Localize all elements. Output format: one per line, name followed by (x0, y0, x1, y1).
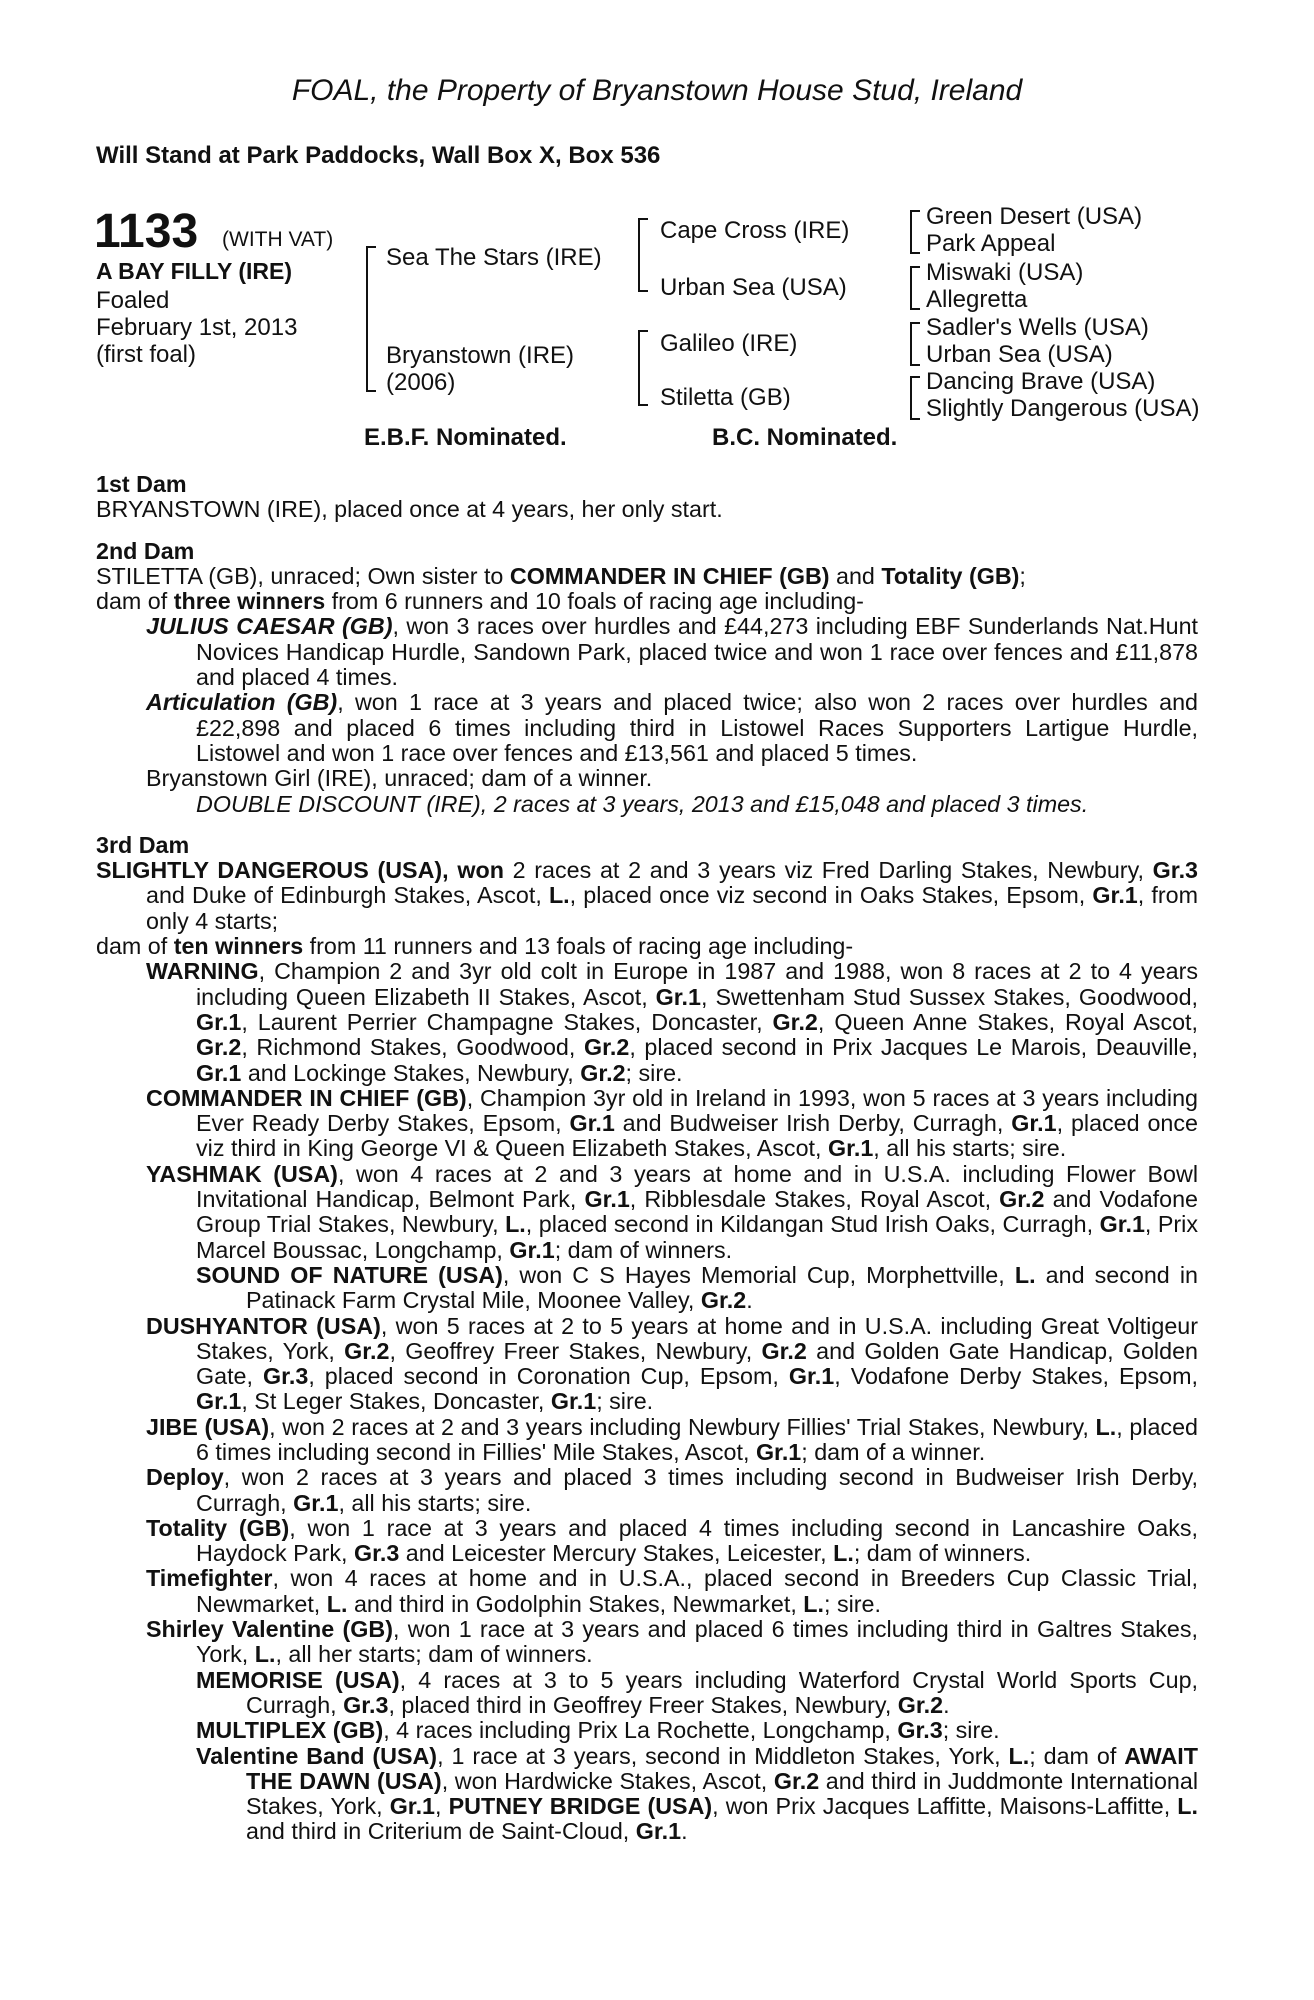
vat-note: (WITH VAT) (222, 228, 334, 251)
dam-dam: Stiletta (GB) (660, 384, 791, 411)
produce-entry: COMMANDER IN CHIEF (GB), Champion 3yr old in Ireland in 1993, won 5 races at 3 years including Ever Ready Derby Stakes, Epsom, Gr.1 and Budweiser Irish Derby, Curragh, Gr.1, placed once viz third in King George VI & Queen Elizabeth Stakes, Ascot, Gr.1, all his starts; sire. (146, 1084, 1198, 1162)
first-dam-text: BRYANSTOWN (IRE), placed once at 4 years, her only start. (96, 496, 723, 523)
pedigree-brace-g3a (910, 210, 920, 254)
produce-entry: Deploy, won 2 races at 3 years and placed 3 times including second in Budweiser Irish Derby, Curragh, Gr.1, all his starts; sire. (146, 1464, 1198, 1516)
dam-year: (2006) (386, 369, 456, 396)
sire-dam: Urban Sea (USA) (660, 274, 847, 301)
grand-ancestor-3: Miswaki (USA) (926, 259, 1084, 286)
produce-entry: JULIUS CAESAR (GB), won 3 races over hurdles and £44,273 including EBF Sunderlands Nat.Hunt Novices Handicap Hurdle, Sandown Park, placed twice and won 1 race over fences and £11,878 and placed 4 times. (146, 613, 1198, 691)
third-dam-heading: 3rd Dam (96, 831, 190, 858)
third-dam-record: SLIGHTLY DANGEROUS (USA), won 2 races at 2 and 3 years viz Fred Darling Stakes, Newbury, Gr.3 and Duke of Edinburgh Stakes, Ascot, L., placed once viz second in Oaks Stakes, Epsom, Gr.1, from only 4 starts; (96, 857, 1199, 934)
catalogue-header: FOAL, the Property of Bryanstown House Stud, Ireland (291, 74, 1023, 107)
foaled-date: February 1st, 2013 (96, 314, 298, 341)
produce-entry: DUSHYANTOR (USA), won 5 races at 2 to 5 years at home and in U.S.A. including Great Voltigeur Stakes, York, Gr.2, Geoffrey Freer Stakes, Newbury, Gr.2 and Golden Gate Handicap, Golden Gate, Gr.3, placed second in Coronation Cup, Epsom, Gr.1, Vodafone Derby Stakes, Epsom, Gr.1, St Leger Stakes, Doncaster, Gr.1; sire. (146, 1312, 1198, 1415)
foal-note: (first foal) (96, 341, 197, 368)
foaled-label: Foaled (96, 287, 170, 314)
grandproduce-entry: Valentine Band (USA), 1 race at 3 years, second in Middleton Stakes, York, L.; dam of AWAIT THE DAWN (USA), won Hardwicke Stakes, Ascot, Gr.2 and third in Juddmonte International Stakes, York, Gr.1, PUTNEY BRIDGE (USA), won Prix Jacques Laffitte, Maisons-Laffitte, L. and third in Criterium de Saint-Cloud, Gr.1. (196, 1742, 1199, 1845)
produce-entry: Bryanstown Girl (IRE), unraced; dam of a winner. (146, 765, 653, 792)
grandproduce-entry: DOUBLE DISCOUNT (IRE), 2 races at 3 years, 2013 and £15,048 and placed 3 times. (196, 790, 1089, 817)
stand-location: Will Stand at Park Paddocks, Wall Box X, Box 536 (96, 142, 661, 169)
produce-entry: JIBE (USA), won 2 races at 2 and 3 years including Newbury Fillies' Trial Stakes, Newbury, L., placed 6 times including second in Fillies' Mile Stakes, Ascot, Gr.1; dam of a winner. (146, 1413, 1198, 1465)
produce-entry: Articulation (GB), won 1 race at 3 years and placed twice; also won 2 races over hurdles and £22,898 and placed 6 times including third in Listowel Races Supporters Lartigue Hurdle, Listowel and won 1 race over fences and £13,561 and placed 5 times. (146, 689, 1198, 766)
ebf-nominated: E.B.F. Nominated. (364, 424, 567, 451)
pedigree-brace-g3b (910, 266, 920, 310)
pedigree-brace-g3c (910, 322, 920, 366)
grand-ancestor-2: Park Appeal (926, 230, 1056, 257)
grand-ancestor-8: Slightly Dangerous (USA) (926, 395, 1200, 422)
third-dam-produce-summary: dam of ten winners from 11 runners and 13 foals of racing age including- (96, 933, 854, 960)
produce-entry: Totality (GB), won 1 race at 3 years and placed 4 times including second in Lancashire Oaks, Haydock Park, Gr.3 and Leicester Mercury Stakes, Leicester, L.; dam of winners. (146, 1514, 1198, 1567)
bc-nominated: B.C. Nominated. (712, 424, 898, 451)
grand-ancestor-7: Dancing Brave (USA) (926, 368, 1156, 395)
grand-ancestor-1: Green Desert (USA) (926, 203, 1143, 230)
dam-sire: Galileo (IRE) (660, 330, 798, 357)
grandproduce-entry: MEMORISE (USA), 4 races at 3 to 5 years including Waterford Crystal World Sports Cup, Curragh, Gr.3, placed third in Geoffrey Freer Stakes, Newbury, Gr.2. (196, 1666, 1199, 1718)
lot-number: 1133 (94, 205, 199, 258)
grandproduce-entry: SOUND OF NATURE (USA), won C S Hayes Memorial Cup, Morphettville, L. and second in Patinack Farm Crystal Mile, Moonee Valley, Gr.2. (196, 1261, 1199, 1314)
grand-ancestor-5: Sadler's Wells (USA) (926, 314, 1149, 341)
sire: Sea The Stars (IRE) (386, 244, 602, 271)
lot-name: A BAY FILLY (IRE) (96, 258, 292, 284)
second-dam-intro: STILETTA (GB), unraced; Own sister to COMMANDER IN CHIEF (GB) and Totality (GB); (96, 562, 1026, 589)
pedigree-brace-gen1 (366, 246, 376, 392)
produce-entry: YASHMAK (USA), won 4 races at 2 and 3 years at home and in U.S.A. including Flower Bowl Invitational Handicap, Belmont Park, Gr.1, Ribblesdale Stakes, Royal Ascot, Gr.2 and Vodafone Group Trial Stakes, Newbury, L., placed second in Kildangan Stud Irish Oaks, Curragh, Gr.1, Prix Marcel Boussac, Longchamp, Gr.1; dam of winners. (146, 1160, 1198, 1263)
family-details (96, 472, 1198, 1845)
second-dam-heading: 2nd Dam (96, 537, 195, 564)
grand-ancestor-6: Urban Sea (USA) (926, 341, 1113, 368)
pedigree-brace-sire (638, 218, 648, 292)
produce-entry: Timefighter, won 4 races at home and in U.S.A., placed second in Breeders Cup Classic Trial, Newmarket, L. and third in Godolphin Stakes, Newmarket, L.; sire. (146, 1565, 1198, 1617)
second-dam-produce-summary: dam of three winners from 6 runners and 10 foals of racing age including- (96, 588, 864, 615)
grandproduce-entry: MULTIPLEX (GB), 4 races including Prix La Rochette, Longchamp, Gr.3; sire. (196, 1717, 1000, 1744)
grand-ancestor-4: Allegretta (926, 286, 1028, 313)
sire-sire: Cape Cross (IRE) (660, 217, 850, 244)
first-dam-heading: 1st Dam (96, 471, 187, 497)
produce-entry: WARNING, Champion 2 and 3yr old colt in Europe in 1987 and 1988, won 8 races at 2 to 4 years including Queen Elizabeth II Stakes, Ascot, Gr.1, Swettenham Stud Sussex Stakes, Goodwood, Gr.1, Laurent Perrier Champagne Stakes, Doncaster, Gr.2, Queen Anne Stakes, Royal Ascot, Gr.2, Richmond Stakes, Goodwood, Gr.2, placed second in Prix Jacques Le Marois, Deauville, Gr.1 and Lockinge Stakes, Newbury, Gr.2; sire. (146, 958, 1198, 1086)
dam: Bryanstown (IRE) (386, 342, 575, 369)
pedigree-brace-g3d (910, 376, 920, 420)
pedigree-brace-dam (638, 330, 648, 406)
produce-entry: Shirley Valentine (GB), won 1 race at 3 years and placed 6 times including third in Galtres Stakes, York, L., all her starts; dam of winners. (146, 1616, 1199, 1668)
